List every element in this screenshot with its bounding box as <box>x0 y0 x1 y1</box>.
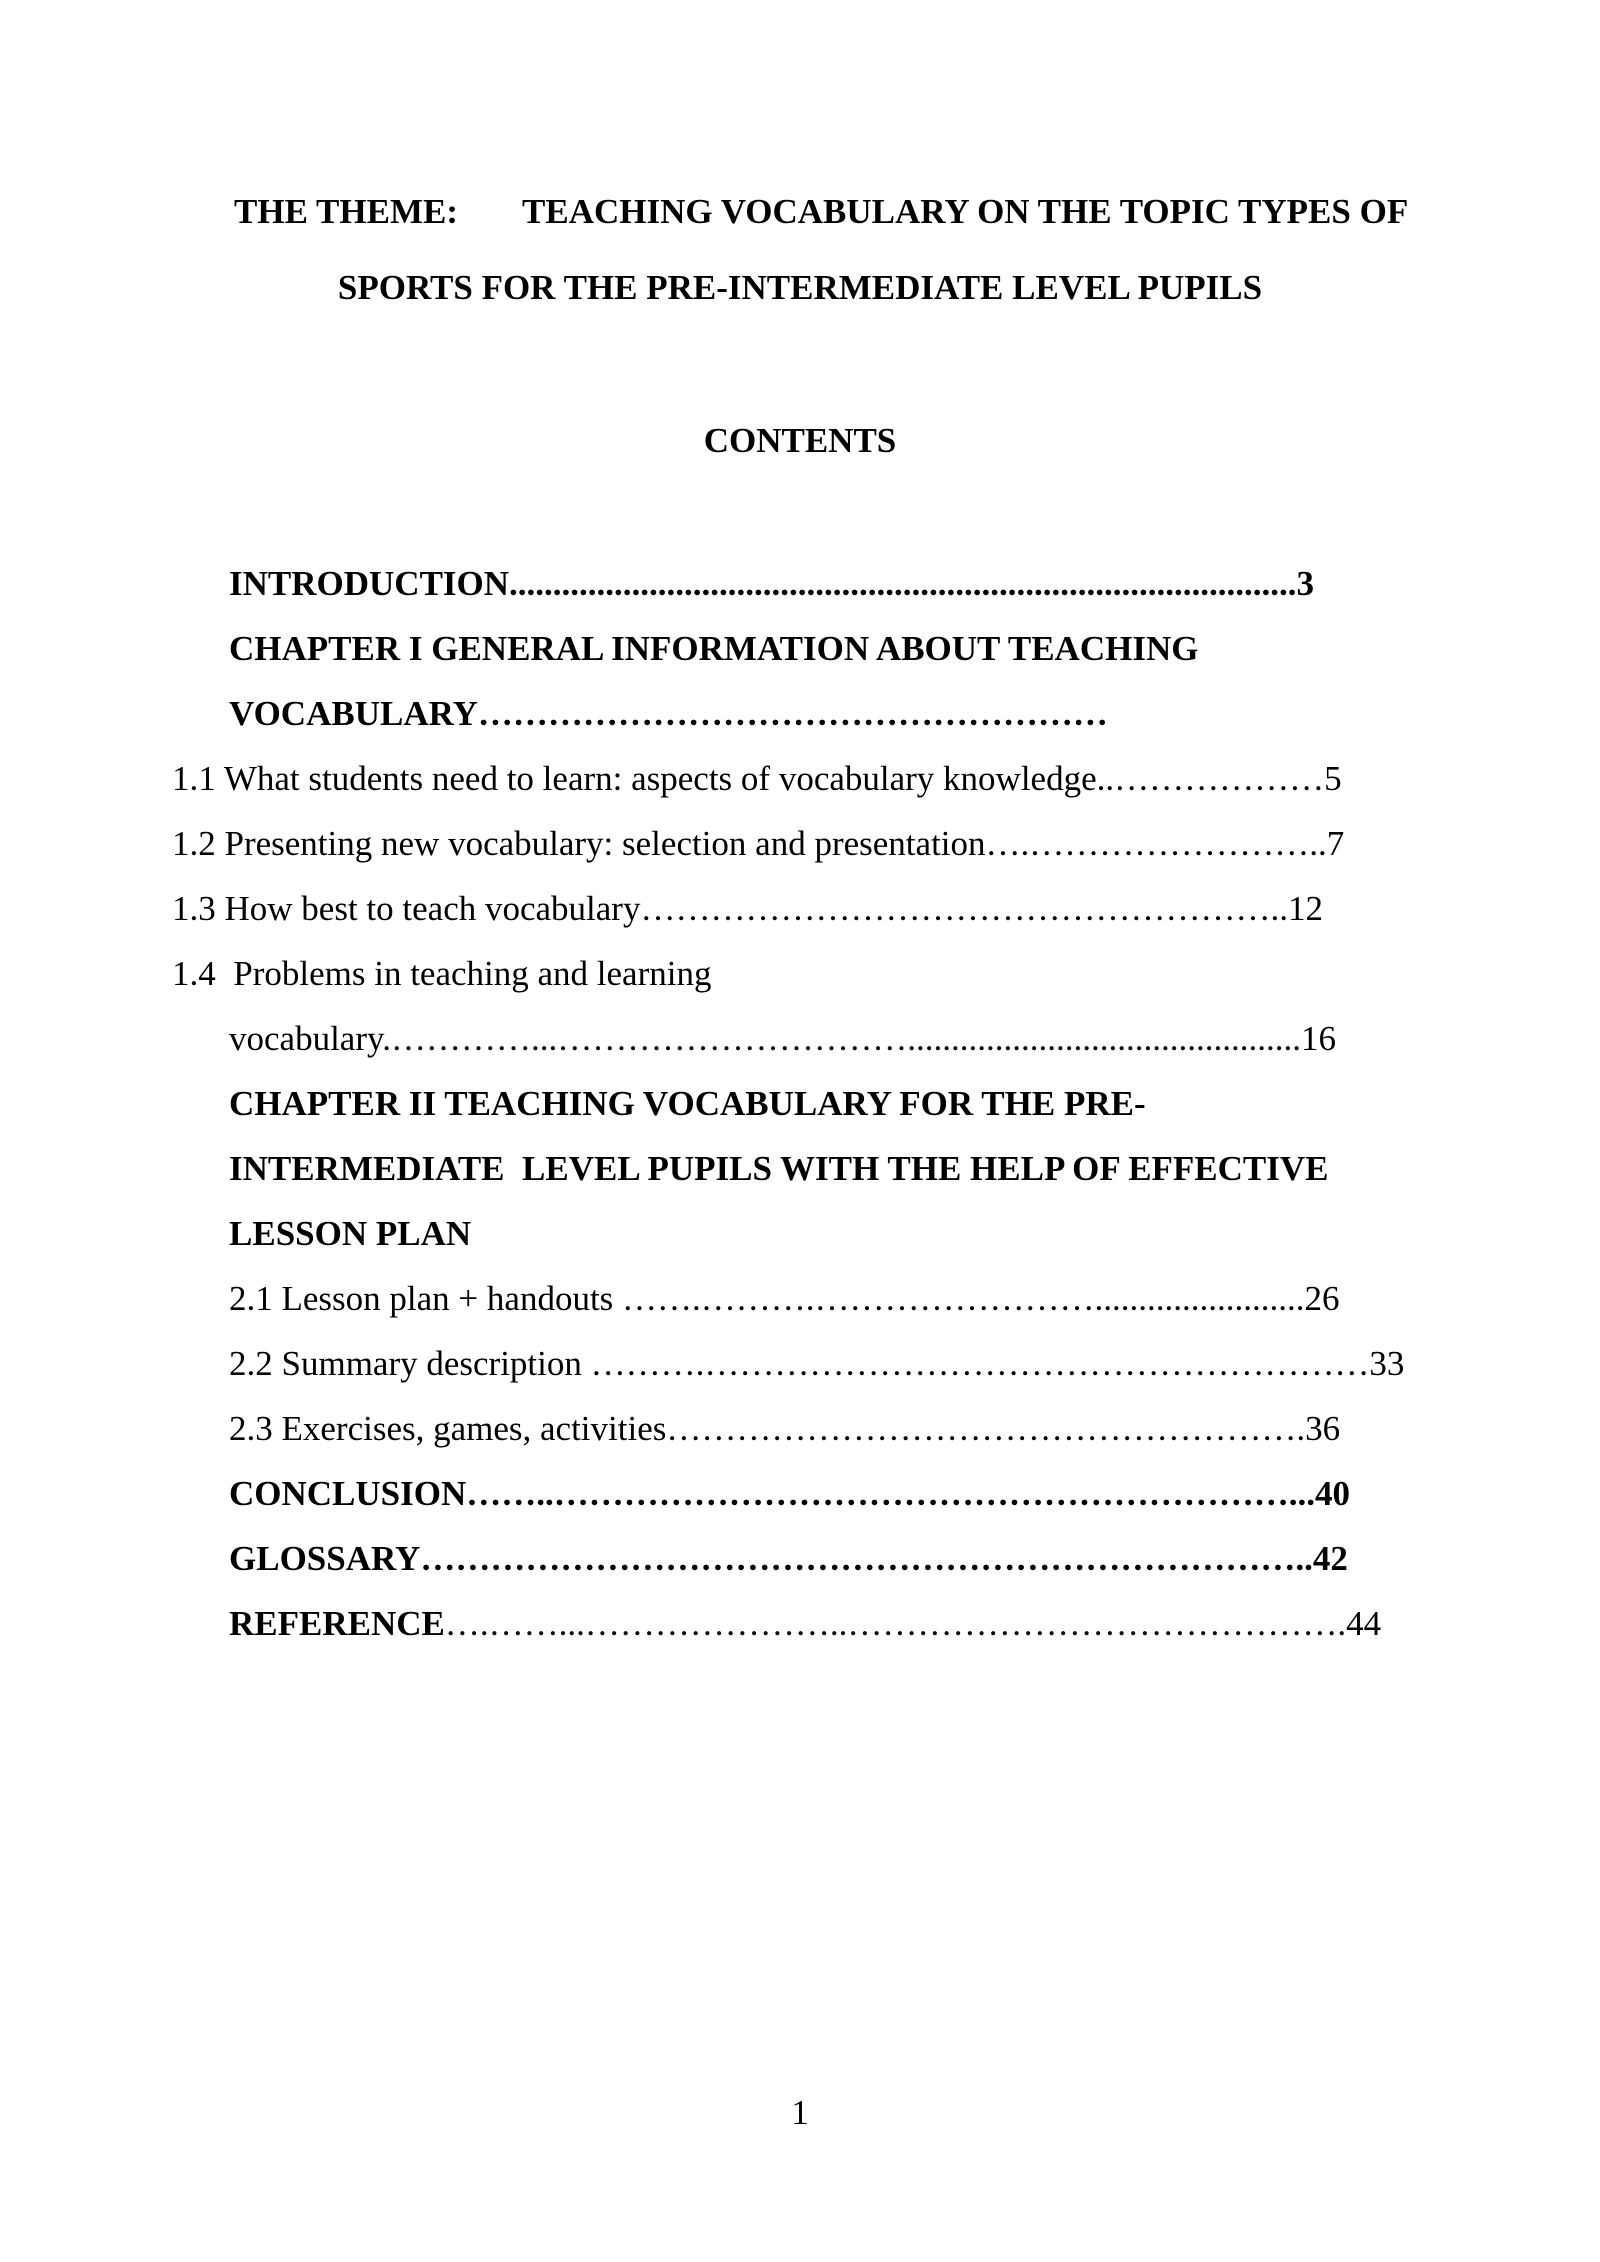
toc-reference-label: REFERENCE <box>229 1604 445 1643</box>
toc-item-2-2: 2.2 Summary description ……….…………………………………………………33 <box>229 1344 1405 1383</box>
toc-conclusion: CONCLUSION……..………………………………………………………...40 <box>229 1474 1351 1513</box>
contents-heading: CONTENTS <box>703 421 897 460</box>
page-number: 1 <box>791 2093 809 2132</box>
toc-item-2-1: 2.1 Lesson plan + handouts …….……….……………………........................26 <box>229 1279 1340 1318</box>
theme-title-line2: SPORTS FOR THE PRE-INTERMEDIATE LEVEL PUPILS <box>337 268 1263 307</box>
toc-chapter2-line1: CHAPTER II TEACHING VOCABULARY FOR THE PRE- <box>229 1084 1146 1123</box>
toc-chapter2-line2: INTERMEDIATE LEVEL PUPILS WITH THE HELP OF EFFECTIVE <box>229 1149 1329 1188</box>
toc-item-1-3: 1.3 How best to teach vocabulary………………………………………………..12 <box>172 889 1323 928</box>
toc-reference <box>229 1603 1381 1645</box>
theme-title-line1: TEACHING VOCABULARY ON THE TOPIC TYPES OF <box>522 192 1409 231</box>
toc-glossary: GLOSSARY…………………………………………………………………..42 <box>229 1539 1348 1578</box>
toc-chapter2-line3: LESSON PLAN <box>229 1214 472 1253</box>
theme-label: THE THEME: <box>234 192 458 231</box>
toc-chapter1-line1: CHAPTER I GENERAL INFORMATION ABOUT TEACHING <box>229 629 1199 668</box>
toc-reference-leader: ….……...…………………..…………………………………….44 <box>444 1604 1382 1643</box>
toc-chapter1-line2: VOCABULARY……………………………………………… <box>229 694 1108 733</box>
toc-item-1-4-line1: 1.4 Problems in teaching and learning <box>172 954 712 993</box>
toc-item-1-4-line2: vocabulary.…………...………………………….............................................16 <box>229 1019 1336 1058</box>
toc-item-2-3: 2.3 Exercises, games, activities……………………………………………….36 <box>229 1409 1341 1448</box>
toc-item-1-2: 1.2 Presenting new vocabulary: selection and presentation….……………………..7 <box>172 824 1345 863</box>
toc-item-1-1: 1.1 What students need to learn: aspects of vocabulary knowledge..………………5 <box>172 759 1342 798</box>
toc-introduction: INTRODUCTION..........................................................................................3 <box>229 564 1315 603</box>
